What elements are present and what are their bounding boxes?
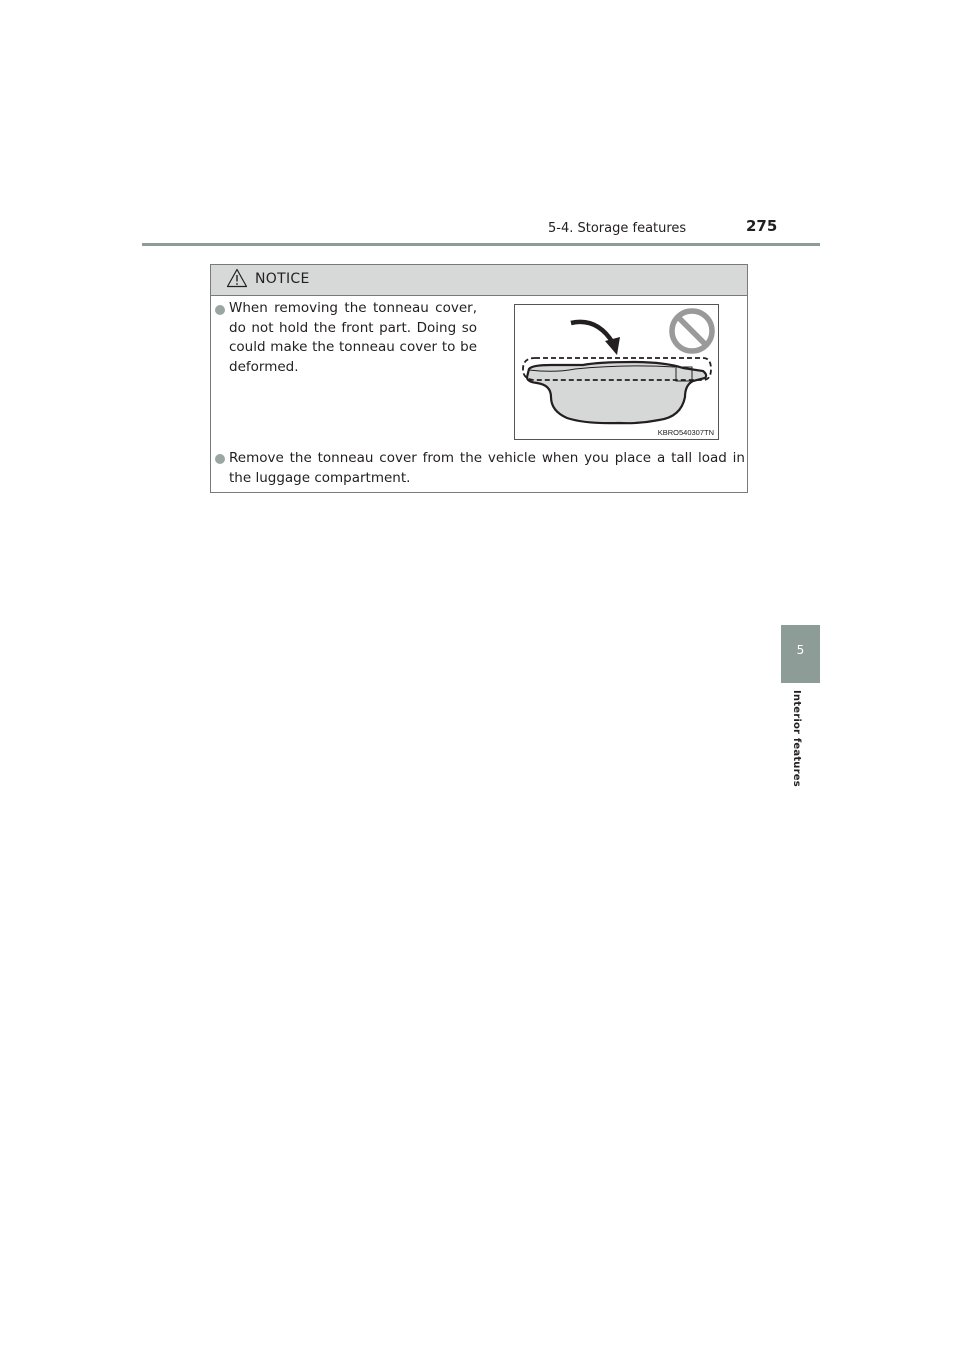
section-title: 5-4. Storage features (548, 221, 687, 236)
notice-box (210, 264, 748, 493)
chapter-number: 5 (796, 643, 805, 657)
page-number: 275 (746, 217, 778, 235)
notice-header (211, 265, 747, 296)
chapter-tab (781, 625, 820, 683)
bullet (215, 454, 225, 464)
tonneau-cover-illustration (515, 305, 718, 439)
chapter-label: Interior features (791, 690, 802, 787)
notice-item-text: When removing the tonneau cover, do not hold the front part. Doing so could make the tonneau cover to be deformed. (229, 300, 477, 375)
tonneau-cover-figure (514, 304, 719, 440)
prohibited-icon (672, 311, 712, 351)
figure-code: KBRO540307TN (657, 428, 714, 437)
notice-item-text: Remove the tonneau cover from the vehicle when you place a tall load in the luggage compartment. (229, 450, 745, 486)
warning-triangle-icon (226, 268, 248, 288)
bullet (215, 305, 225, 315)
curved-arrow-icon (571, 322, 620, 355)
header-rule (142, 243, 820, 246)
notice-title: NOTICE (255, 271, 310, 287)
